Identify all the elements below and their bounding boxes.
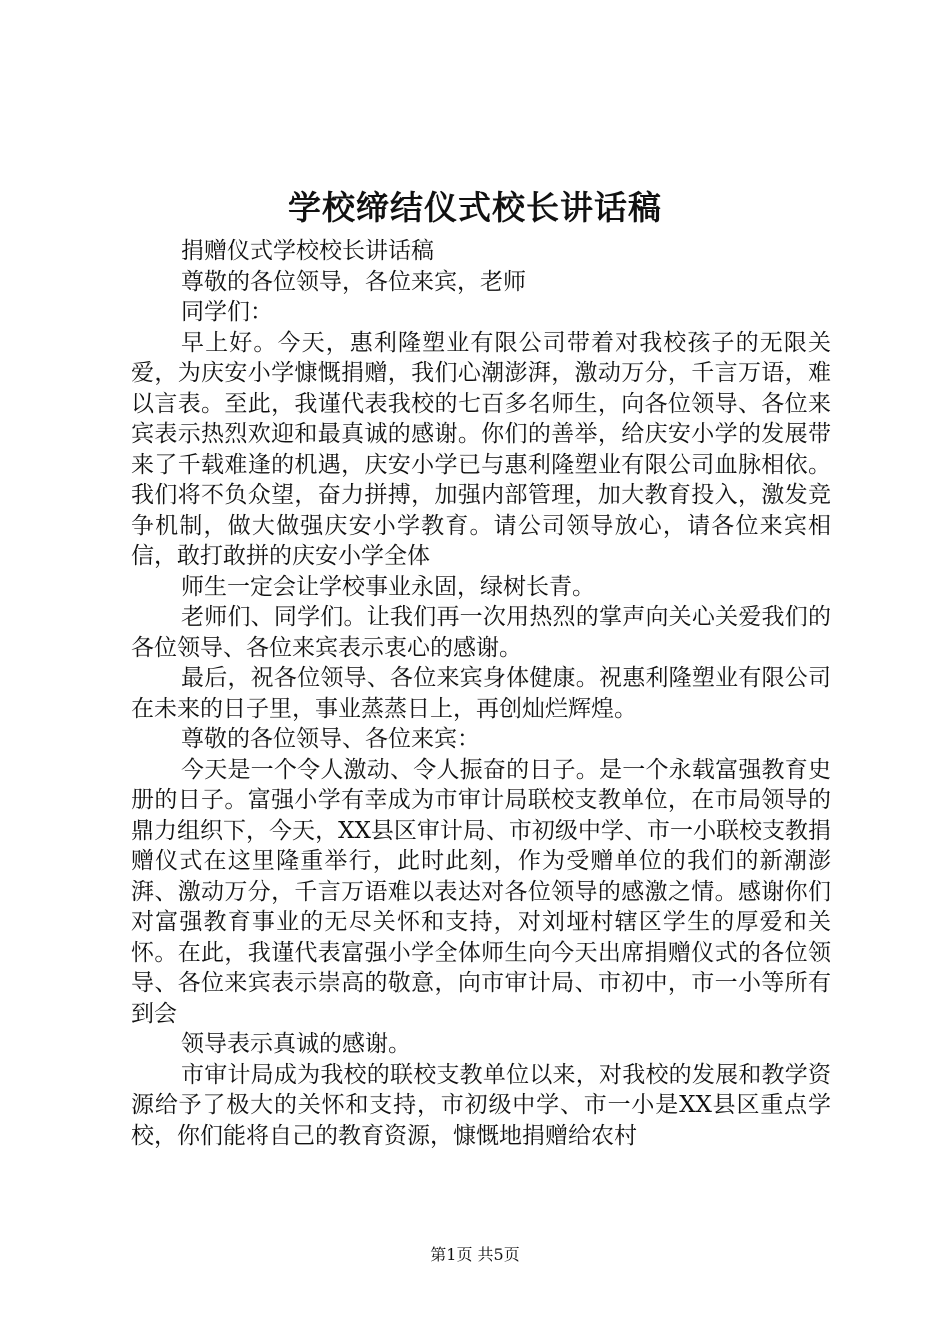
paragraph: 市审计局成为我校的联校支教单位以来，对我校的发展和教学资源给予了极大的关怀和支持，市初级中学、市一小是XX县区重点学校，你们能将自己的教育资源，慷慨地捐赠给农村 <box>131 1061 831 1149</box>
paragraph: 领导表示真诚的感谢。 <box>181 1031 411 1057</box>
page-footer: 第1页 共5页 <box>430 1245 520 1264</box>
paragraph: 尊敬的各位领导、各位来宾： <box>181 726 480 752</box>
paragraph: 今天是一个令人激动、令人振奋的日子。是一个永载富强教育史册的日子。富强小学有幸成为市审计局联校支教单位，在市局领导的鼎力组织下，今天，XX县区审计局、市初级中学、市一小联校支教捐赠仪式在这里隆重举行，此时此刻，作为受赠单位的我们的新潮澎湃、激动万分，千言万语难以表达对各位领导的感激之情。感谢你们对富强教育事业的无尽关怀和支持，对刘垭村辖区学生的厚爱和关怀。在此，我谨代表富强小学全体师生向今天出席捐赠仪式的各位领导、各位来宾表示崇高的敬意，向市审计局、市初中，市一小等所有到会 <box>131 756 831 1027</box>
document-body <box>131 236 831 1151</box>
paragraph: 捐赠仪式学校校长讲话稿 <box>181 238 434 264</box>
paragraph: 师生一定会让学校事业永固，绿树长青。 <box>181 573 595 600</box>
document-title: 学校缔结仪式校长讲话稿 <box>288 188 662 227</box>
paragraph: 最后，祝各位领导、各位来宾身体健康。祝惠利隆塑业有限公司在未来的日子里，事业蒸蒸日上，再创灿烂辉煌。 <box>131 665 831 722</box>
paragraph: 老师们、同学们。让我们再一次用热烈的掌声向关心关爱我们的各位领导、各位来宾表示衷心的感谢。 <box>131 604 831 661</box>
paragraph: 早上好。今天，惠利隆塑业有限公司带着对我校孩子的无限关爱，为庆安小学慷慨捐赠，我们心潮澎湃，激动万分，千言万语，难以言表。至此，我谨代表我校的七百多名师生，向各位领导、各位来宾表示热烈欢迎和最真诚的感谢。你们的善举，给庆安小学的发展带来了千载难逢的机遇，庆安小学已与惠利隆塑业有限公司血脉相依。我们将不负众望，奋力拼搏，加强内部管理，加大教育投入，激发竞争机制，做大做强庆安小学教育。请公司领导放心，请各位来宾相信，敢打敢拼的庆安小学全体 <box>131 329 831 569</box>
paragraph: 尊敬的各位领导，各位来宾，老师 <box>181 268 526 295</box>
paragraph: 同学们： <box>181 299 273 325</box>
